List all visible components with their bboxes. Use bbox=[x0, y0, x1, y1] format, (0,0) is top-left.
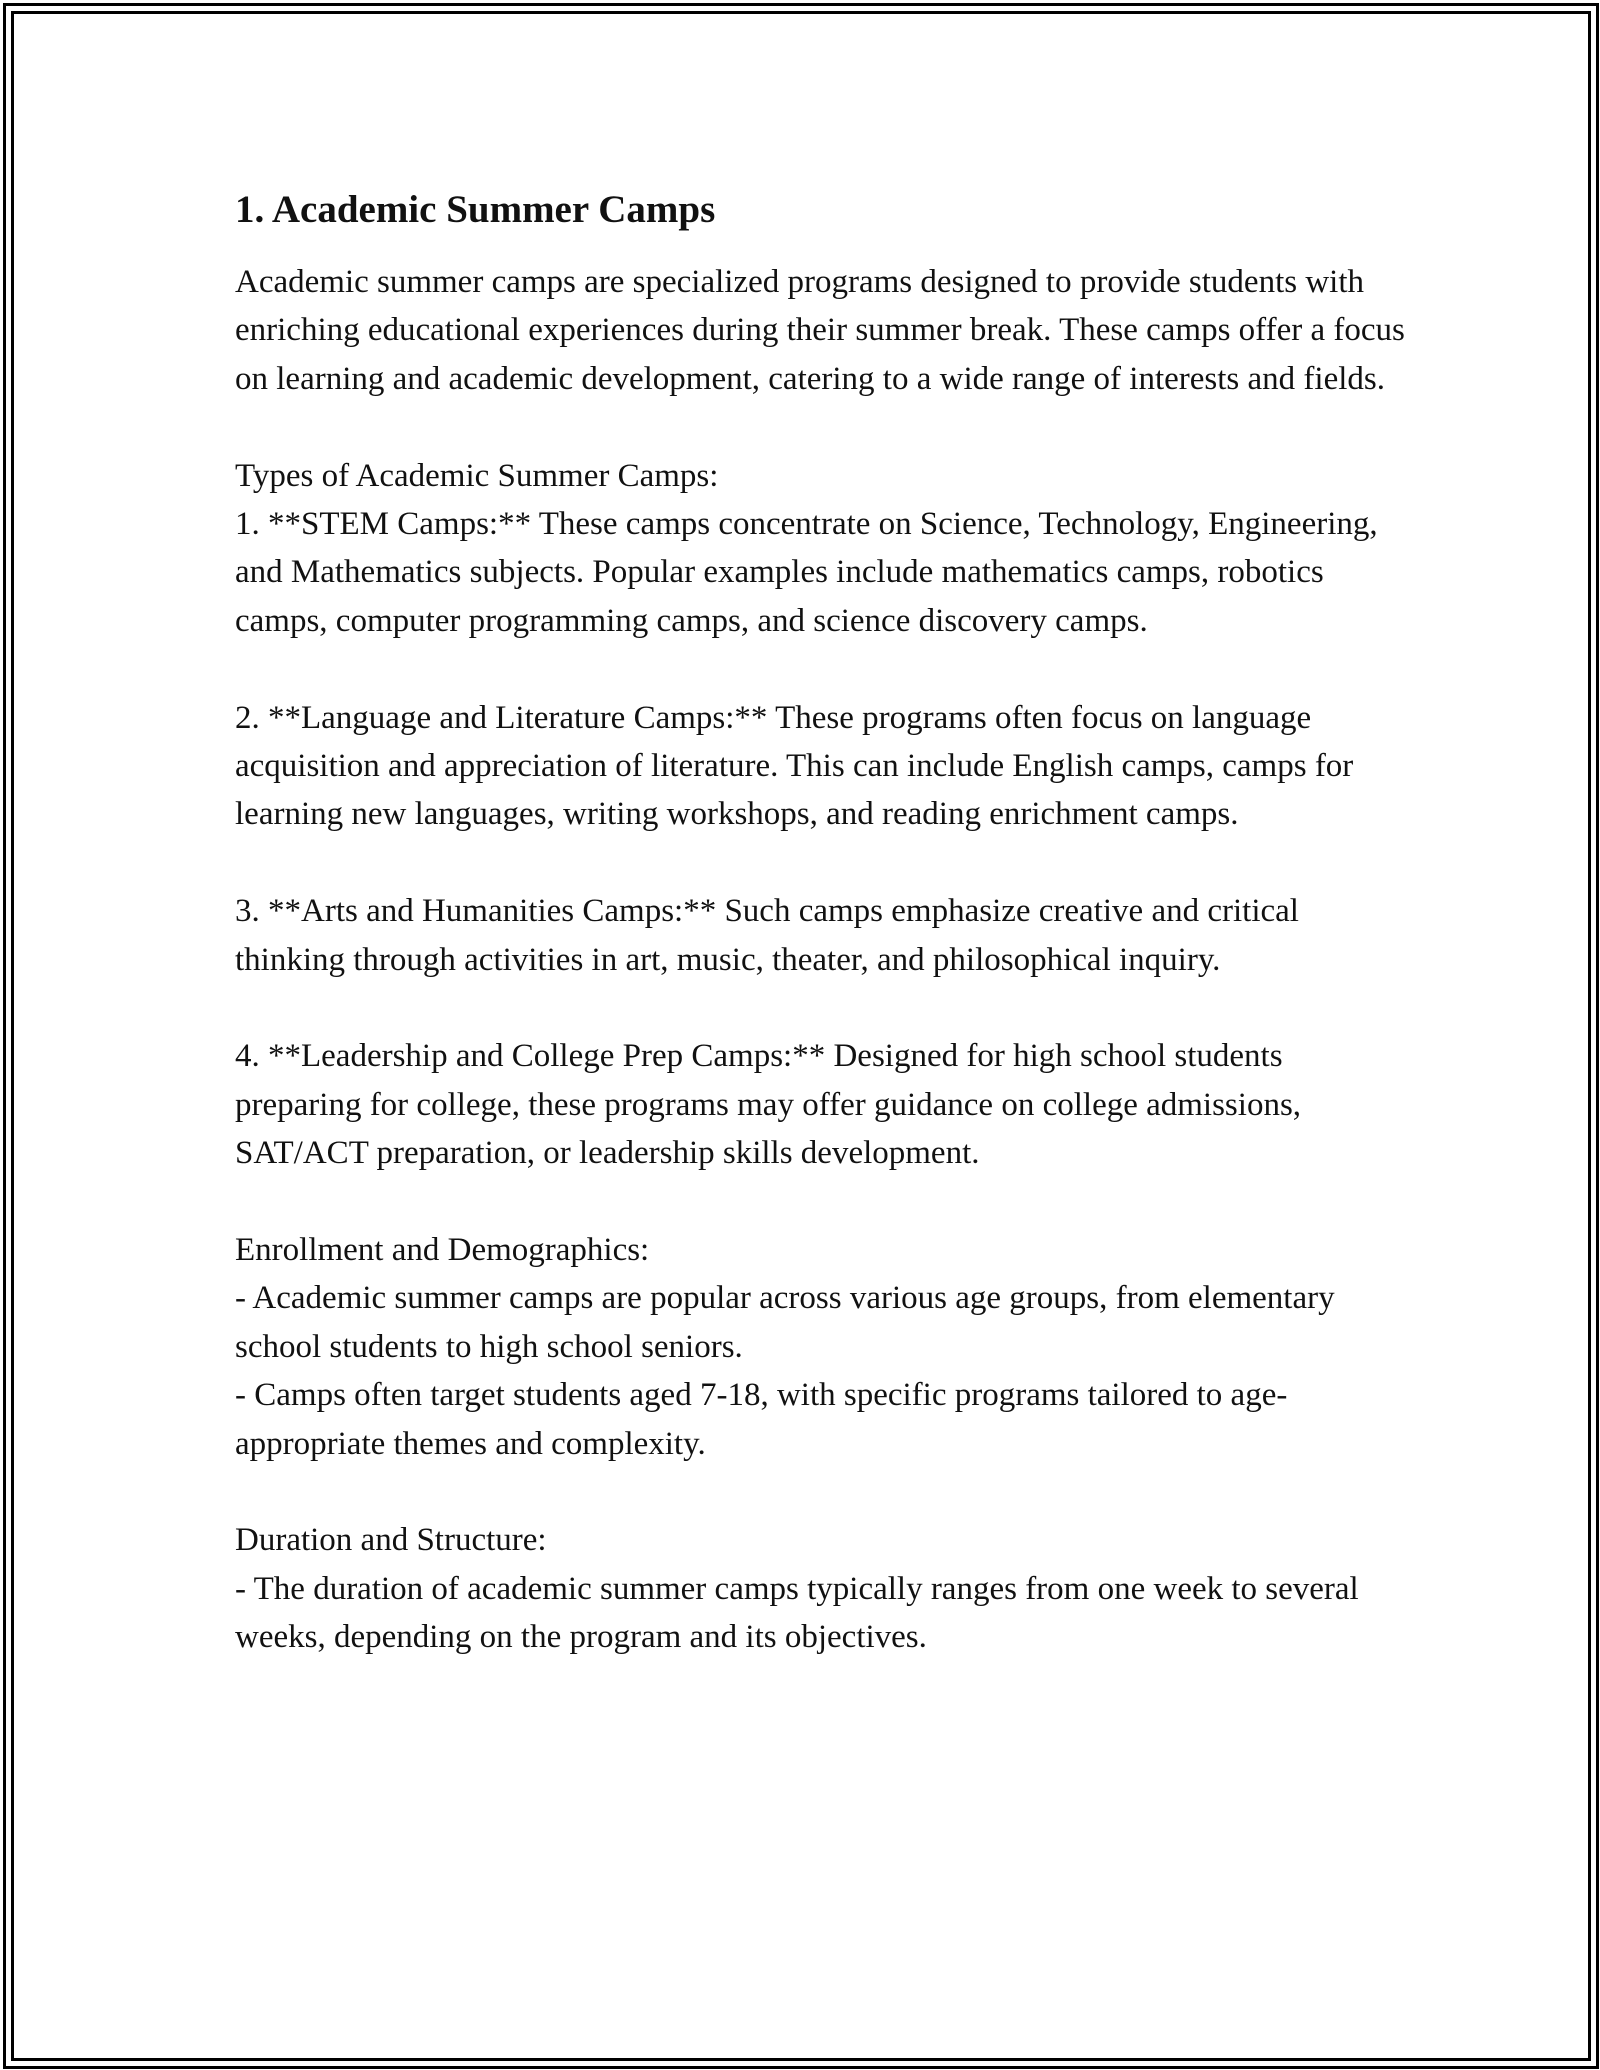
enrollment-item: - Camps often target students aged 7-18, with specific programs tailored to age-appropriate themes and complexity. bbox=[235, 1377, 1288, 1462]
duration-item: - The duration of academic summer camps typically ranges from one week to several weeks, depending on the program and its objectives. bbox=[235, 1570, 1359, 1656]
type-item-language: 2. **Language and Literature Camps:** These programs often focus on language acquisition and appreciation of literature. This can include English camps, camps for learning new languages, writing workshops, and reading enrichment camps. bbox=[235, 699, 1354, 833]
type-item-stem: 1. **STEM Camps:** These camps concentrate on Science, Technology, Engineering, and Mathematics subjects. Popular examples include mathematics camps, robotics camps, computer programming camps, and science discovery camps. bbox=[235, 506, 1378, 639]
type-item-arts: 3. **Arts and Humanities Camps:** Such camps emphasize creative and critical thinking through activities in art, music, theater, and philosophical inquiry. bbox=[235, 893, 1299, 978]
section-heading: 1. Academic Summer Camps bbox=[235, 188, 716, 231]
type-item-leadership: 4. **Leadership and College Prep Camps:** Designed for high school students preparing for college, these programs may offer guidance on college admissions, SAT/ACT preparation, or leadership skills development. bbox=[235, 1038, 1302, 1172]
types-title: Types of Academic Summer Camps: bbox=[235, 457, 719, 494]
document-body bbox=[235, 186, 1415, 1662]
enrollment-title: Enrollment and Demographics: bbox=[235, 1232, 650, 1269]
intro-paragraph: Academic summer camps are specialized programs designed to provide students with enriching educational experiences during their summer break. These camps offer a focus on learning and academic development, catering to a wide range of interests and fields. bbox=[235, 264, 1405, 397]
enrollment-item: - Academic summer camps are popular across various age groups, from elementary school students to high school seniors. bbox=[235, 1280, 1335, 1365]
duration-title: Duration and Structure: bbox=[235, 1522, 547, 1559]
